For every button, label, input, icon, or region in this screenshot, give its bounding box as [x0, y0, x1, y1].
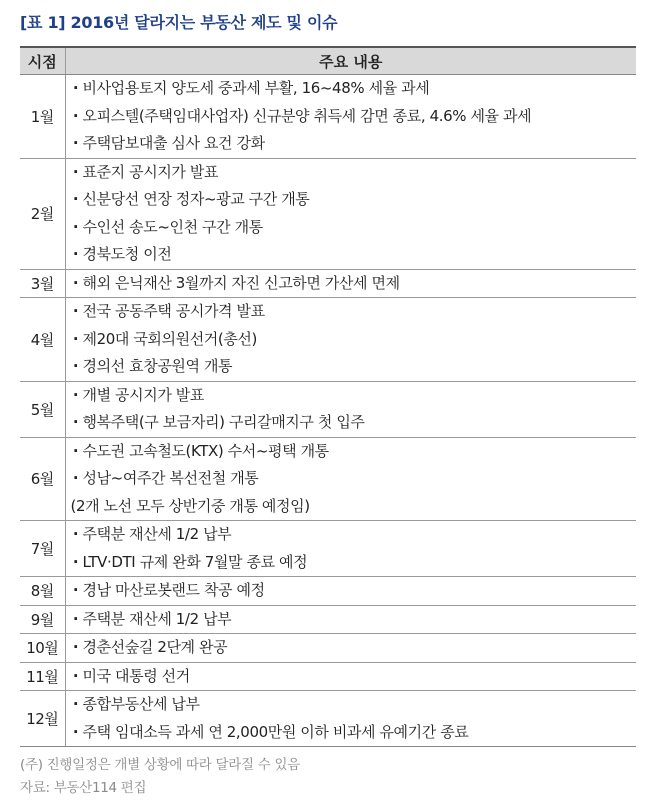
content-cell — [65, 437, 636, 521]
month-cell: 10월 — [20, 634, 65, 663]
item-text: 종합부동산세 납부 — [82, 695, 200, 713]
table-row — [20, 577, 636, 606]
list-item — [69, 549, 637, 577]
month-cell: 9월 — [20, 605, 65, 634]
month-cell: 2월 — [20, 158, 65, 269]
month-cell: 8월 — [20, 577, 65, 606]
item-text: 개별 공시지가 발표 — [82, 385, 204, 404]
list-item — [69, 353, 637, 381]
list-item — [69, 241, 637, 269]
list-item — [69, 159, 637, 187]
bullet-mark: · — [72, 413, 79, 431]
table-row — [20, 521, 636, 577]
month-cell: 5월 — [20, 381, 65, 437]
item-text: 성남~여주간 복선전철 개통 — [82, 469, 259, 487]
bullet-mark: · — [72, 106, 79, 125]
item-text: 경북도청 이전 — [82, 245, 172, 263]
item-text: 비사업용토지 양도세 중과세 부활, 16~48% 세율 과세 — [82, 79, 430, 97]
header-content: 주요 내용 — [65, 47, 636, 75]
content-cell — [65, 381, 636, 437]
content-cell — [65, 298, 636, 382]
item-text: 수인선 송도~인천 구간 개통 — [82, 217, 263, 236]
list-item — [69, 214, 637, 242]
bullet-mark: · — [72, 638, 79, 656]
bullet-mark: · — [72, 722, 79, 741]
month-cell: 7월 — [20, 521, 65, 577]
item-text: 주택분 재산세 1/2 납부 — [82, 609, 232, 628]
item-text: 주택담보대출 심사 요건 강화 — [82, 134, 265, 152]
content-cell — [65, 521, 636, 577]
content-cell — [65, 75, 636, 159]
item-text: 오피스텔(주택임대사업자) 신규분양 취득세 감면 종료, 4.6% 세율 과세 — [82, 106, 532, 125]
content-cell — [65, 577, 636, 606]
month-cell: 6월 — [20, 437, 65, 521]
bullet-mark: · — [72, 190, 79, 208]
list-item — [69, 663, 637, 691]
list-item — [69, 186, 637, 214]
bullet-mark: · — [72, 581, 79, 599]
item-text: 경남 마산로봇랜드 착공 예정 — [82, 581, 265, 599]
bullet-mark: · — [72, 273, 79, 292]
bullet-mark: · — [72, 79, 79, 97]
footer-note: (주) 진행일정은 개별 상황에 따라 달라질 수 있음 — [20, 757, 300, 773]
table-row — [20, 75, 636, 159]
bullet-mark: · — [72, 162, 79, 181]
bullet-mark: · — [72, 441, 79, 460]
table-row — [20, 662, 636, 691]
table-row — [20, 437, 636, 521]
bullet-mark: · — [72, 217, 79, 236]
item-text: 주택분 재산세 1/2 납부 — [82, 525, 232, 543]
bullet-mark: · — [72, 329, 79, 348]
bullet-mark: · — [72, 609, 79, 628]
list-item — [69, 438, 637, 466]
list-item — [69, 521, 637, 549]
footer-source: 자료: 부동산114 편집 — [20, 780, 147, 796]
bullet-mark: · — [72, 666, 79, 685]
item-text: 주택 임대소득 과세 연 2,000만원 이하 비과세 유예기간 종료 — [82, 722, 469, 741]
item-text: 미국 대통령 선거 — [82, 666, 190, 685]
schedule-table — [20, 46, 636, 747]
list-item — [69, 326, 637, 354]
list-item — [69, 577, 637, 605]
item-note: (2개 노선 모두 상반기중 개통 예정임) — [70, 496, 310, 515]
list-item — [69, 409, 637, 437]
content-cell — [65, 662, 636, 691]
table-row — [20, 634, 636, 663]
list-item — [69, 382, 637, 410]
bullet-mark: · — [72, 385, 79, 404]
month-cell: 11월 — [20, 662, 65, 691]
header-month: 시점 — [20, 47, 65, 75]
content-cell — [65, 634, 636, 663]
table-row — [20, 298, 636, 382]
month-cell: 1월 — [20, 75, 65, 159]
item-text: 경춘선숲길 2단계 완공 — [82, 638, 228, 656]
table-body — [20, 75, 636, 747]
month-cell: 12월 — [20, 691, 65, 747]
bullet-mark: · — [72, 302, 79, 320]
list-item — [69, 270, 637, 298]
content-cell — [65, 158, 636, 269]
bullet-mark: · — [72, 695, 79, 713]
content-cell — [65, 605, 636, 634]
table-row — [20, 269, 636, 298]
item-text: LTV·DTI 규제 완화 7월말 종료 예정 — [82, 552, 308, 571]
bullet-mark: · — [72, 525, 79, 543]
list-item — [69, 75, 637, 103]
item-text: 해외 은닉재산 3월까지 자진 신고하면 가산세 면제 — [82, 273, 400, 292]
list-item — [69, 130, 637, 158]
list-item — [69, 634, 637, 662]
table-header-row — [20, 47, 636, 75]
bullet-mark: · — [72, 552, 79, 571]
list-item — [69, 719, 637, 747]
bullet-mark: · — [72, 245, 79, 263]
bullet-mark: · — [72, 357, 79, 375]
table-row — [20, 158, 636, 269]
list-item — [69, 103, 637, 131]
list-item — [69, 465, 637, 493]
item-text: 제20대 국회의원선거(총선) — [82, 329, 257, 348]
item-text: 신분당선 연장 정자~광교 구간 개통 — [82, 190, 310, 208]
item-text: 전국 공동주택 공시가격 발표 — [82, 302, 265, 320]
bullet-mark: · — [72, 134, 79, 152]
list-item — [69, 691, 637, 719]
item-text: 표준지 공시지가 발표 — [82, 162, 219, 181]
table-title: [표 1] 2016년 달라지는 부동산 제도 및 이슈 — [20, 13, 338, 32]
table-row — [20, 381, 636, 437]
content-cell — [65, 269, 636, 298]
table-row — [20, 691, 636, 747]
table-row — [20, 605, 636, 634]
item-text: 경의선 효창공원역 개통 — [82, 357, 233, 375]
content-cell — [65, 691, 636, 747]
bullet-mark: · — [72, 469, 79, 487]
list-item — [69, 606, 637, 634]
item-text: 수도권 고속철도(KTX) 수서~평택 개통 — [82, 441, 329, 460]
month-cell: 4월 — [20, 298, 65, 382]
item-text: 행복주택(구 보금자리) 구리갈매지구 첫 입주 — [82, 413, 365, 431]
month-cell: 3월 — [20, 269, 65, 298]
list-item — [69, 298, 637, 326]
